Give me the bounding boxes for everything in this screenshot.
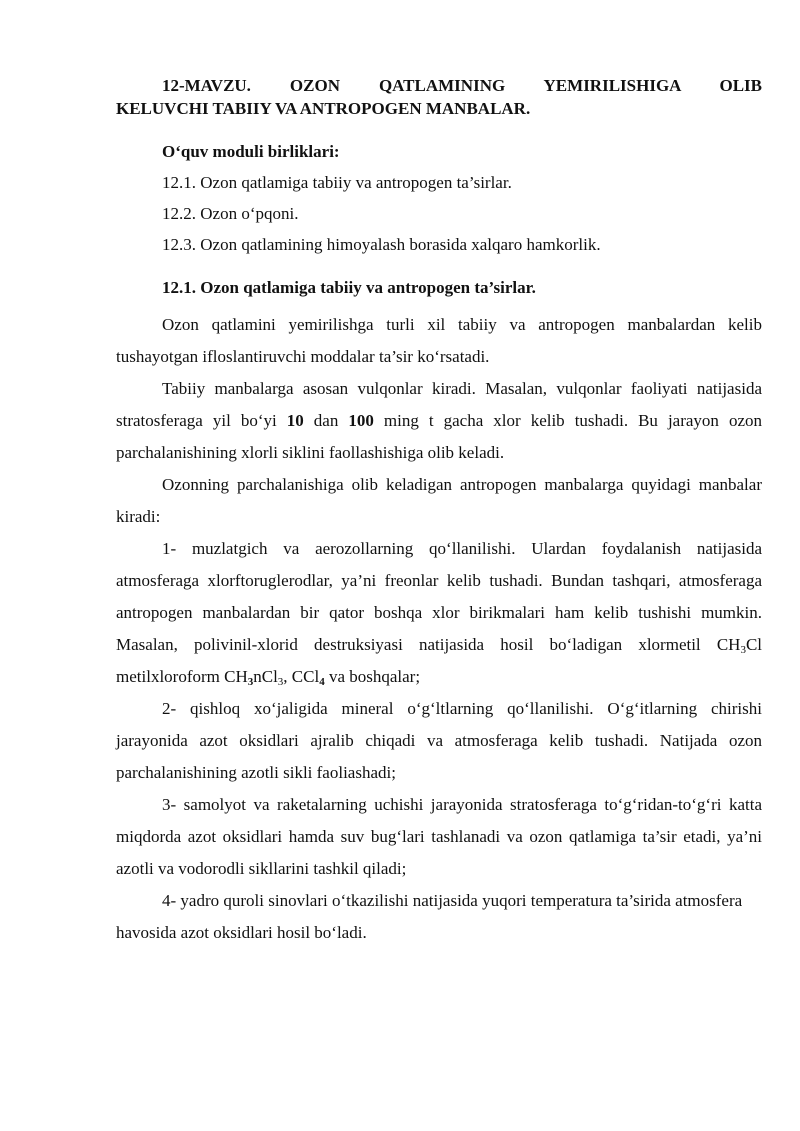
- module-item-2: 12.2. Ozon o‘pqoni.: [162, 204, 299, 223]
- item-1-text-d: , CCl: [283, 667, 320, 686]
- paragraph-item-2: 2- qishloq xo‘jaligida mineral o‘g‘ltlarning qo‘llanilishi. O‘g‘itlarning chirishi jarayonida azot oksidlari ajralib chiqadi va atmosferaga kelib tushadi. Natijada ozon parchalanishining azotli sikli faoliashadi;: [116, 699, 762, 782]
- paragraph-item-3: 3- samolyot va raketalarning uchishi jarayonida stratosferaga to‘g‘ridan-to‘g‘ri katta miqdorda azot oksidlari hamda suv bug‘lari tashlanadi va ozon qatlamiga ta’sir etadi, ya’ni azotli va vodorodli sikllarini tashkil qiladi;: [116, 795, 762, 878]
- item-1-text-a: 1- muzlatgich va aerozollarning qo‘llanilishi. Ulardan foydalanish natijasida atmosferaga xlorftoruglerodlar, ya’ni freonlar kelib tushadi. Bundan tashqari, atmosferaga antropogen manbalardan bir qator boshqa xlor birikmalari ham kelib tushishi mumkin. Masalan, polivinil-xlorid destruksiyasi natijasida hosil bo‘ladigan xlormetil CH: [116, 539, 762, 654]
- document-page: [116, 74, 762, 949]
- paragraph-item-4: 4- yadro quroli sinovlari o‘tkazilishi natijasida yuqori temperatura ta’sirida atmosfera havosida azot oksidlari hosil bo‘ladi.: [116, 891, 743, 942]
- subscript: 3: [740, 644, 746, 656]
- module-item-1: 12.1. Ozon qatlamiga tabiiy va antropogen ta’sirlar.: [162, 173, 512, 192]
- title-line-2: KELUVCHI TABIIY VA ANTROPOGEN MANBALAR.: [116, 99, 531, 118]
- value-100: 100: [348, 411, 374, 430]
- paragraph-natural-sources-text-a: Tabiiy manbalarga asosan vulqonlar kiradi. Masalan, vulqonlar faoliyati natijasida stratosferaga yil bo‘yi: [116, 379, 762, 430]
- item-1-text-e: va boshqalar;: [324, 667, 421, 686]
- paragraph-intro: Ozon qatlamini yemirilishga turli xil tabiiy va antropogen manbalardan kelib tushayotgan ifloslantiruvchi moddalar ta’sir ko‘rsatadi.: [116, 315, 762, 366]
- subscript: 3: [277, 676, 284, 688]
- paragraph-item-1: [116, 533, 762, 693]
- value-10: 10: [286, 411, 304, 430]
- module-item-3: 12.3. Ozon qatlamining himoyalash borasida xalqaro hamkorlik.: [162, 235, 601, 254]
- item-1-text-c: nCl: [253, 667, 278, 686]
- paragraph-natural-sources: [116, 373, 762, 469]
- subscript: 3: [247, 676, 254, 688]
- subscript: 4: [319, 676, 325, 688]
- item-1-text-b: Cl metilxloroform CH: [116, 635, 762, 686]
- section-heading: 12.1. Ozon qatlamiga tabiiy va antropogen ta’sirlar.: [162, 278, 536, 297]
- page-title: [116, 74, 762, 120]
- paragraph-natural-sources-text-c: ming t gacha xlor kelib tushadi. Bu jarayon ozon parchalanishining xlorli siklini faollashishiga olib keladi.: [116, 411, 763, 462]
- paragraph-natural-sources-text-b: dan: [303, 411, 349, 430]
- module-heading: O‘quv moduli birliklari:: [162, 142, 340, 161]
- title-line-1: 12-MAVZU. OZON QATLAMINING YEMIRILISHIGA OLIB: [162, 76, 762, 95]
- paragraph-anthropogen-intro: Ozonning parchalanishiga olib keladigan antropogen manbalarga quyidagi manbalar kiradi:: [116, 475, 762, 526]
